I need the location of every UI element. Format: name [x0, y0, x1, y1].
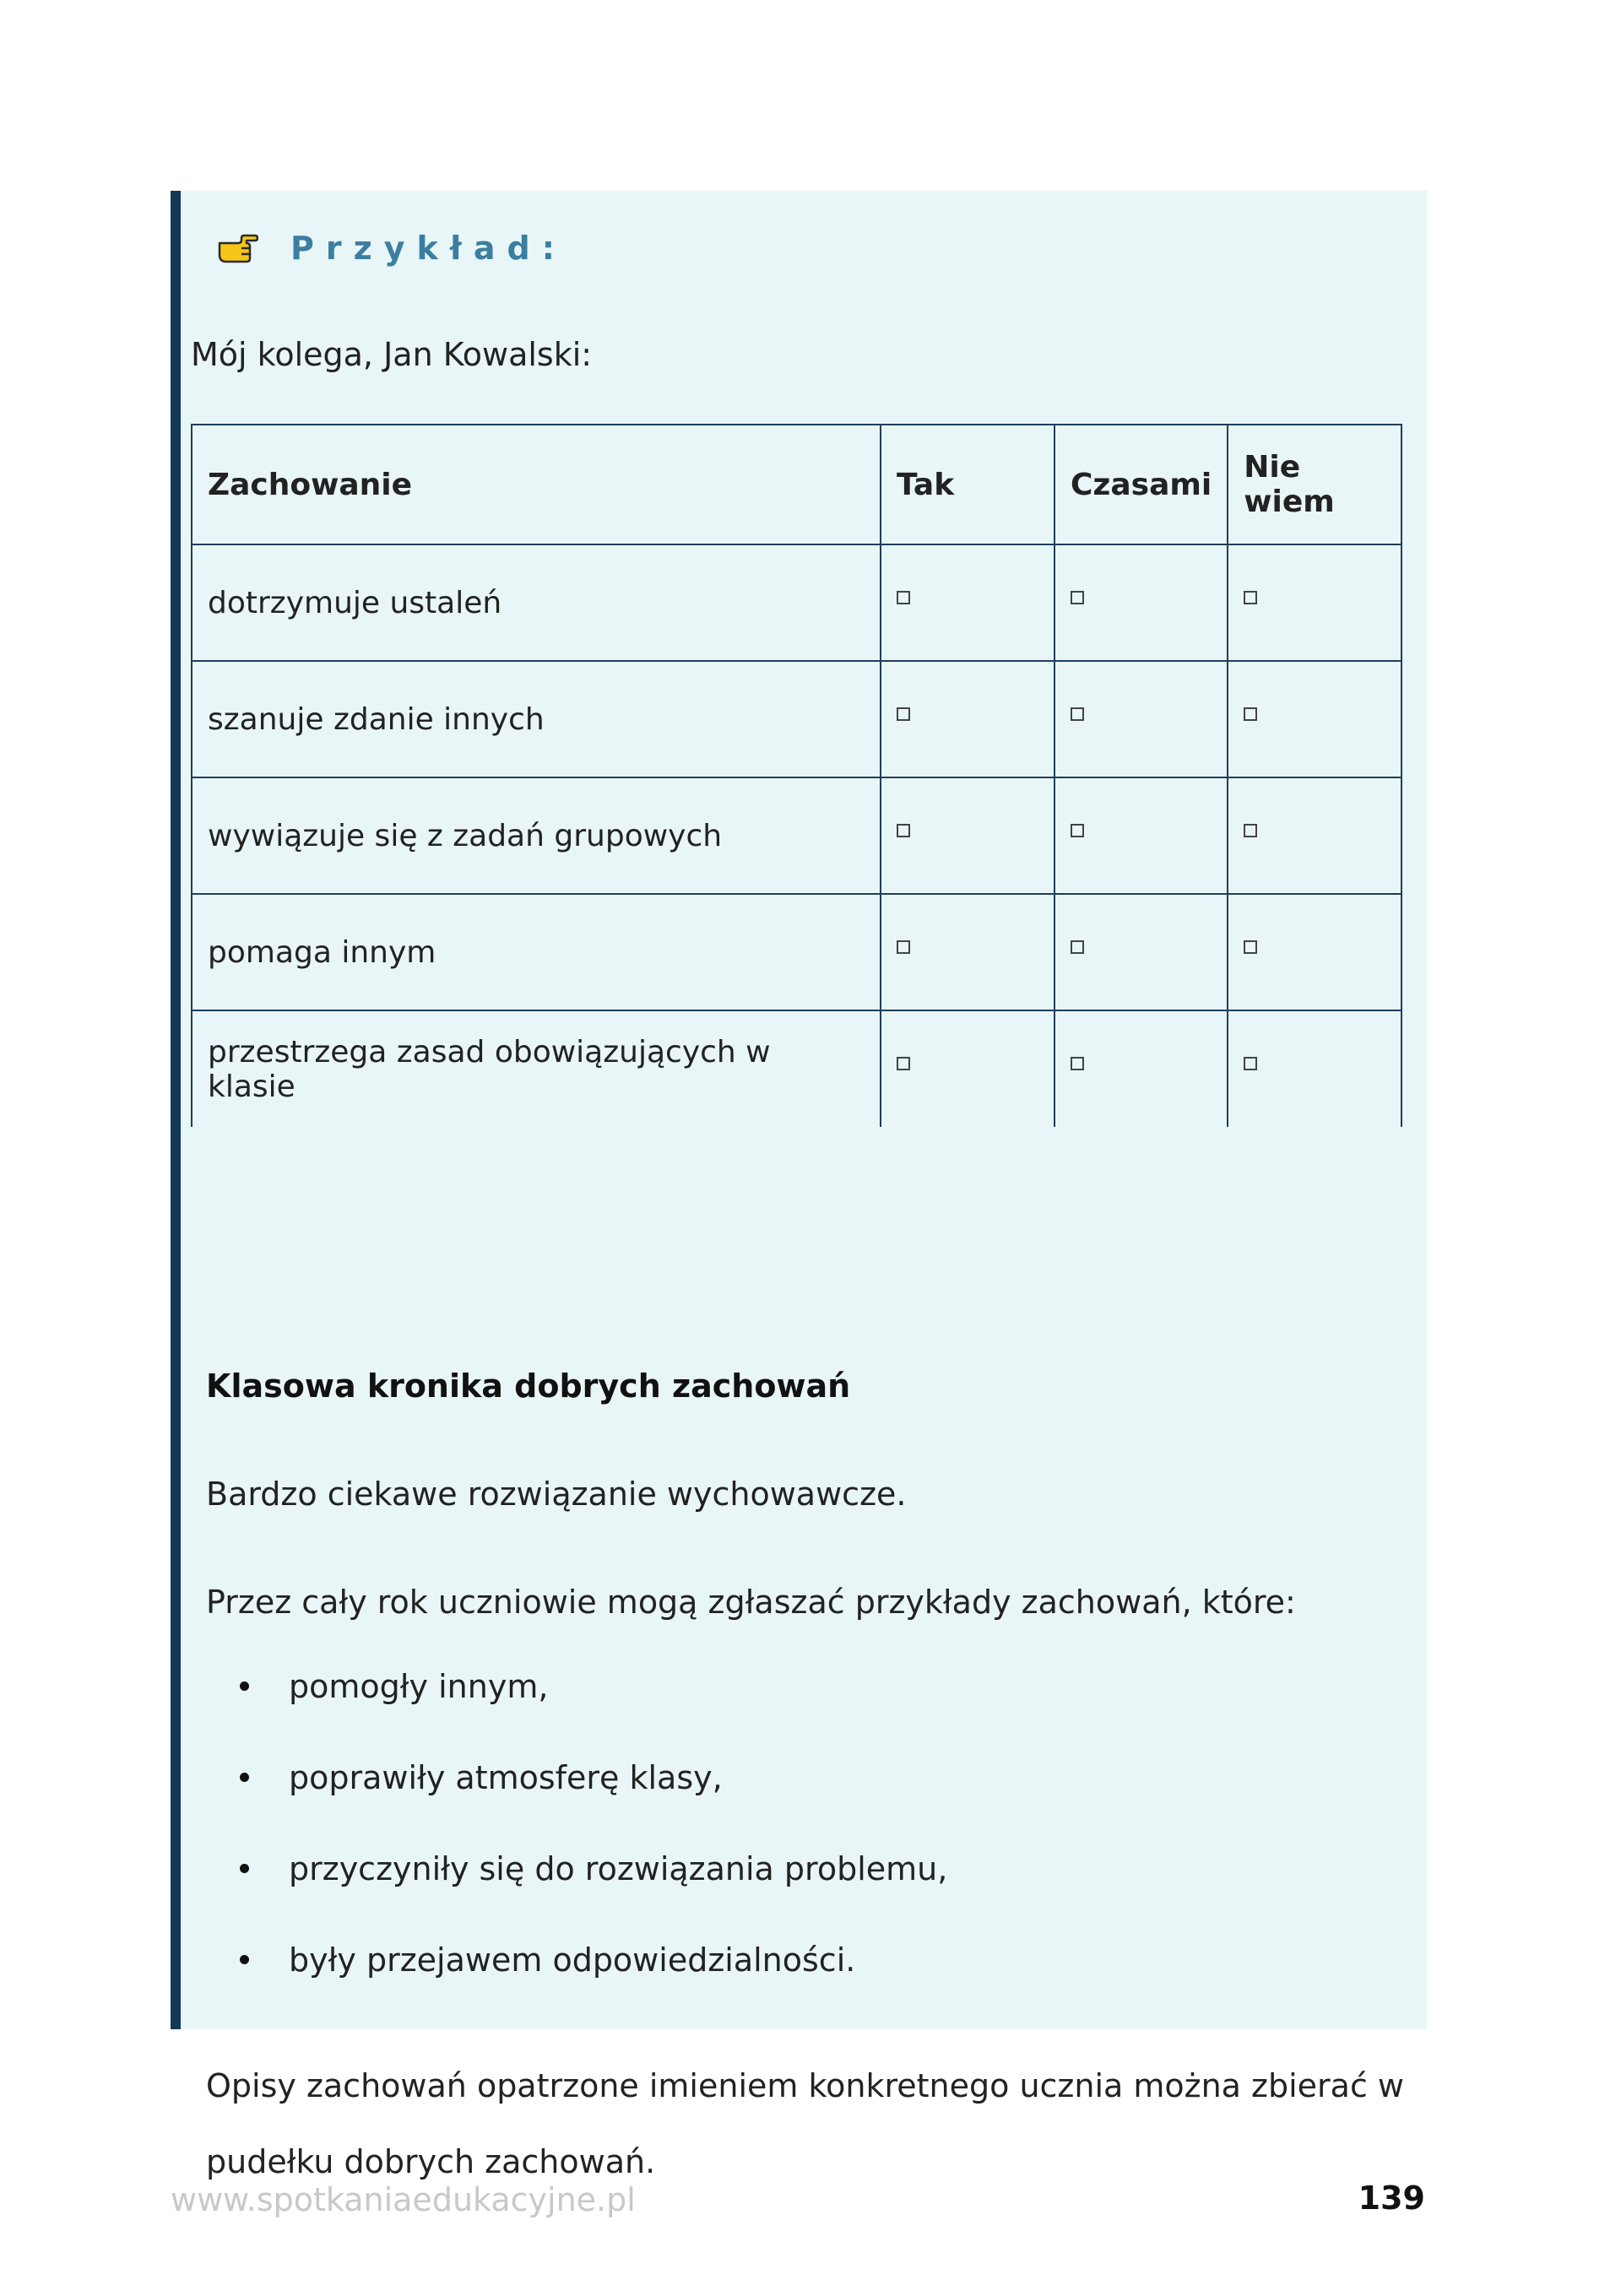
behavior-cell: wywiązuje się z zadań grupowych — [192, 777, 881, 894]
dont-know-cell — [1228, 894, 1401, 1010]
yes-cell — [881, 894, 1054, 1010]
checkbox-yes[interactable] — [897, 707, 910, 721]
table-row — [192, 661, 1401, 777]
checkbox-yes[interactable] — [897, 940, 910, 954]
checkbox-yes[interactable] — [897, 591, 910, 604]
checkbox-sometimes[interactable] — [1071, 824, 1084, 837]
yes-cell — [881, 544, 1054, 661]
list-item-text: były przejawem odpowiedzialności. — [289, 1941, 856, 1979]
sometimes-cell — [1054, 894, 1228, 1010]
footer-url[interactable]: www.spotkaniaedukacyjne.pl — [171, 2181, 636, 2218]
checkbox-dont-know[interactable] — [1244, 707, 1257, 721]
dont-know-cell — [1228, 661, 1401, 777]
intro-text: Mój kolega, Jan Kowalski: — [191, 336, 593, 373]
example-box — [171, 191, 1427, 2180]
checkbox-sometimes[interactable] — [1071, 591, 1084, 604]
checkbox-sometimes[interactable] — [1071, 707, 1084, 721]
behavior-cell: dotrzymuje ustaleń — [192, 544, 881, 661]
table-header-row — [192, 425, 1401, 544]
checkbox-sometimes[interactable] — [1071, 1057, 1084, 1070]
table-row — [192, 544, 1401, 661]
checkbox-yes[interactable] — [897, 824, 910, 837]
list-item-text: pomogły innym, — [289, 1668, 549, 1705]
paragraph-3: Opisy zachowań opatrzone imieniem konkretnego ucznia można zbierać w pudełku dobrych zachowań. — [206, 2067, 1405, 2180]
header-sometimes: Czasami — [1054, 425, 1228, 544]
bullet-icon — [240, 1955, 249, 1964]
behavior-cell: pomaga innym — [192, 894, 881, 1010]
page-number: 139 — [1358, 2180, 1425, 2217]
sometimes-cell — [1054, 777, 1228, 894]
example-title: Przykład: — [290, 230, 567, 267]
header-behavior: Zachowanie — [192, 425, 881, 544]
behavior-cell: przestrzega zasad obowiązujących w klasie — [192, 1010, 881, 1127]
list-item — [206, 1933, 947, 2024]
sometimes-cell — [1054, 661, 1228, 777]
bullet-icon — [240, 1864, 249, 1873]
yes-cell — [881, 777, 1054, 894]
behavior-cell: szanuje zdanie innych — [192, 661, 881, 777]
example-header — [216, 230, 567, 267]
dont-know-cell — [1228, 777, 1401, 894]
list-item-text: poprawiły atmosferę klasy, — [289, 1759, 723, 1796]
header-dont-know: Nie wiem — [1228, 425, 1401, 544]
dont-know-cell — [1228, 544, 1401, 661]
list-item — [206, 1842, 947, 1933]
sometimes-cell — [1054, 1010, 1228, 1127]
behavior-list — [206, 1660, 947, 2024]
yes-cell — [881, 661, 1054, 777]
section-title: Klasowa kronika dobrych zachowań — [206, 1367, 851, 1405]
table-row — [192, 1010, 1401, 1127]
yes-cell — [881, 1010, 1054, 1127]
bullet-icon — [240, 1773, 249, 1782]
checkbox-dont-know[interactable] — [1244, 591, 1257, 604]
sometimes-cell — [1054, 544, 1228, 661]
table-row — [192, 894, 1401, 1010]
checkbox-dont-know[interactable] — [1244, 1057, 1257, 1070]
behavior-table — [191, 424, 1402, 1127]
list-item — [206, 1751, 947, 1842]
dont-know-cell — [1228, 1010, 1401, 1127]
bullet-icon — [240, 1681, 249, 1691]
checkbox-dont-know[interactable] — [1244, 824, 1257, 837]
checkbox-sometimes[interactable] — [1071, 940, 1084, 954]
paragraph-2: Przez cały rok uczniowie mogą zgłaszać przykłady zachowań, które: — [206, 1584, 1296, 1621]
list-item-text: przyczyniły się do rozwiązania problemu, — [289, 1850, 948, 1887]
paragraph-1: Bardzo ciekawe rozwiązanie wychowawcze. — [206, 1476, 907, 1513]
list-item — [206, 1660, 947, 1751]
header-yes: Tak — [881, 425, 1054, 544]
checkbox-dont-know[interactable] — [1244, 940, 1257, 954]
table-row — [192, 777, 1401, 894]
pointing-hand-icon — [216, 231, 258, 265]
checkbox-yes[interactable] — [897, 1057, 910, 1070]
